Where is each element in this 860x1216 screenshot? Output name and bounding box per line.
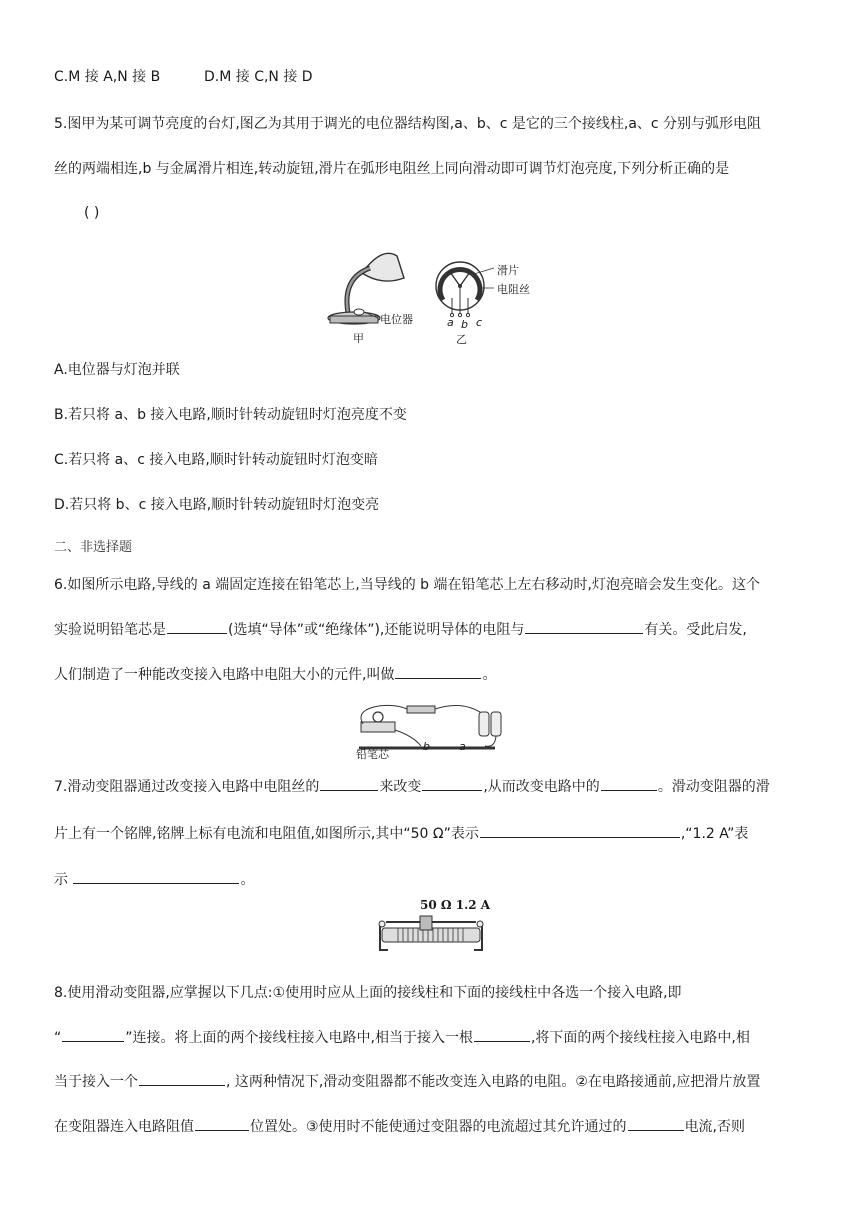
q7-blank-2[interactable] — [422, 776, 482, 791]
q8-line2: “ ”连接。将上面的两个接线柱接入电路中,相当于接入一根 ,将下面的两个接线柱接入电路中,相 — [54, 1027, 750, 1048]
q6-blank-2[interactable] — [525, 619, 643, 634]
q5-option-a: A.电位器与灯泡并联 — [54, 362, 180, 378]
q5-stem-line2: 丝的两端相连,b 与金属滑片相连,转动旋钮,滑片在弧形电阻丝上同向滑动即可调节灯泡亮度,下列分析正确的是 — [54, 161, 730, 177]
q8-line4: 在变阻器连入电路阻值 位置处。③使用时不能使通过变阻器的电流超过其允许通过的 电流,否则 — [54, 1116, 745, 1137]
q7-line3: 示 。 — [54, 869, 254, 890]
q7-blank-1[interactable] — [320, 776, 378, 791]
q7-blank-3[interactable] — [601, 776, 657, 791]
q7-line1: 7.滑动变阻器通过改变接入电路中电阻丝的 来改变 ,从而改变电路中的 。滑动变阻器的滑 — [54, 776, 770, 797]
q5-label-c: c — [476, 316, 483, 329]
q8-blank-3[interactable] — [139, 1071, 225, 1086]
q6-blank-3[interactable] — [395, 664, 481, 679]
q5-label-yi: 乙 — [456, 333, 467, 346]
q6-line3: 人们制造了一种能改变接入电路中电阻大小的元件,叫做 。 — [54, 664, 496, 685]
q5-label-wire: 电阻丝 — [497, 283, 530, 296]
q6-label-a: a — [459, 740, 466, 753]
q5-option-c: C.若只将 a、c 接入电路,顺时针转动旋钮时灯泡变暗 — [54, 452, 378, 468]
q5-label-b: b — [461, 318, 468, 331]
q5-option-d: D.若只将 b、c 接入电路,顺时针转动旋钮时灯泡变亮 — [54, 497, 380, 513]
q8-blank-5[interactable] — [628, 1116, 684, 1131]
q8-blank-1[interactable] — [62, 1027, 124, 1042]
q5-label-slider: 滑片 — [497, 264, 519, 277]
q5-label-potentiometer: 电位器 — [380, 313, 413, 326]
q7-blank-5[interactable] — [73, 869, 239, 884]
q5-label-a: a — [447, 316, 454, 329]
q6-line1: 6.如图所示电路,导线的 a 端固定连接在铅笔芯上,当导线的 b 端在铅笔芯上左右移动时,灯泡亮暗会发生变化。这个 — [54, 577, 760, 593]
q5-label-jia: 甲 — [353, 332, 364, 345]
q4-option-c: C.M 接 A,N 接 B — [54, 69, 161, 85]
q4-option-d: D.M 接 C,N 接 D — [204, 69, 313, 85]
q5-option-b: B.若只将 a、b 接入电路,顺时针转动旋钮时灯泡亮度不变 — [54, 407, 407, 423]
q7-nameplate: 50 Ω 1.2 A — [420, 898, 491, 912]
q6-line2: 实验说明铅笔芯是 (选填“导体”或“绝缘体”),还能说明导体的电阻与 有关。受此启发, — [54, 619, 747, 640]
potentiometer-diagram — [436, 262, 494, 317]
q5-stem-line1: 5.图甲为某可调节亮度的台灯,图乙为其用于调光的电位器结构图,a、b、c 是它的三个接线柱,a、c 分别与弧形电阻 — [54, 116, 762, 132]
q8-line1: 8.使用滑动变阻器,应掌握以下几点:①使用时应从上面的接线柱和下面的接线柱中各选一个接入电路,即 — [54, 985, 682, 1001]
q8-blank-2[interactable] — [474, 1027, 530, 1042]
q5-answer-bracket: ( ) — [84, 205, 100, 221]
q8-blank-4[interactable] — [195, 1116, 249, 1131]
q7-blank-4[interactable] — [480, 823, 680, 838]
q8-line3: 当于接入一个 , 这两种情况下,滑动变阻器都不能改变连入电路的电阻。②在电路接通前,应把滑片放置 — [54, 1071, 760, 1092]
section-heading: 二、非选择题 — [54, 540, 133, 555]
q6-blank-1[interactable] — [167, 619, 227, 634]
q6-label-b: b — [423, 740, 430, 753]
q6-label-pencil: 铅笔芯 — [356, 748, 389, 761]
q7-line2: 片上有一个铭牌,铭牌上标有电流和电阻值,如图所示,其中“50 Ω”表示 ,“1.2 A”表 — [54, 823, 748, 844]
